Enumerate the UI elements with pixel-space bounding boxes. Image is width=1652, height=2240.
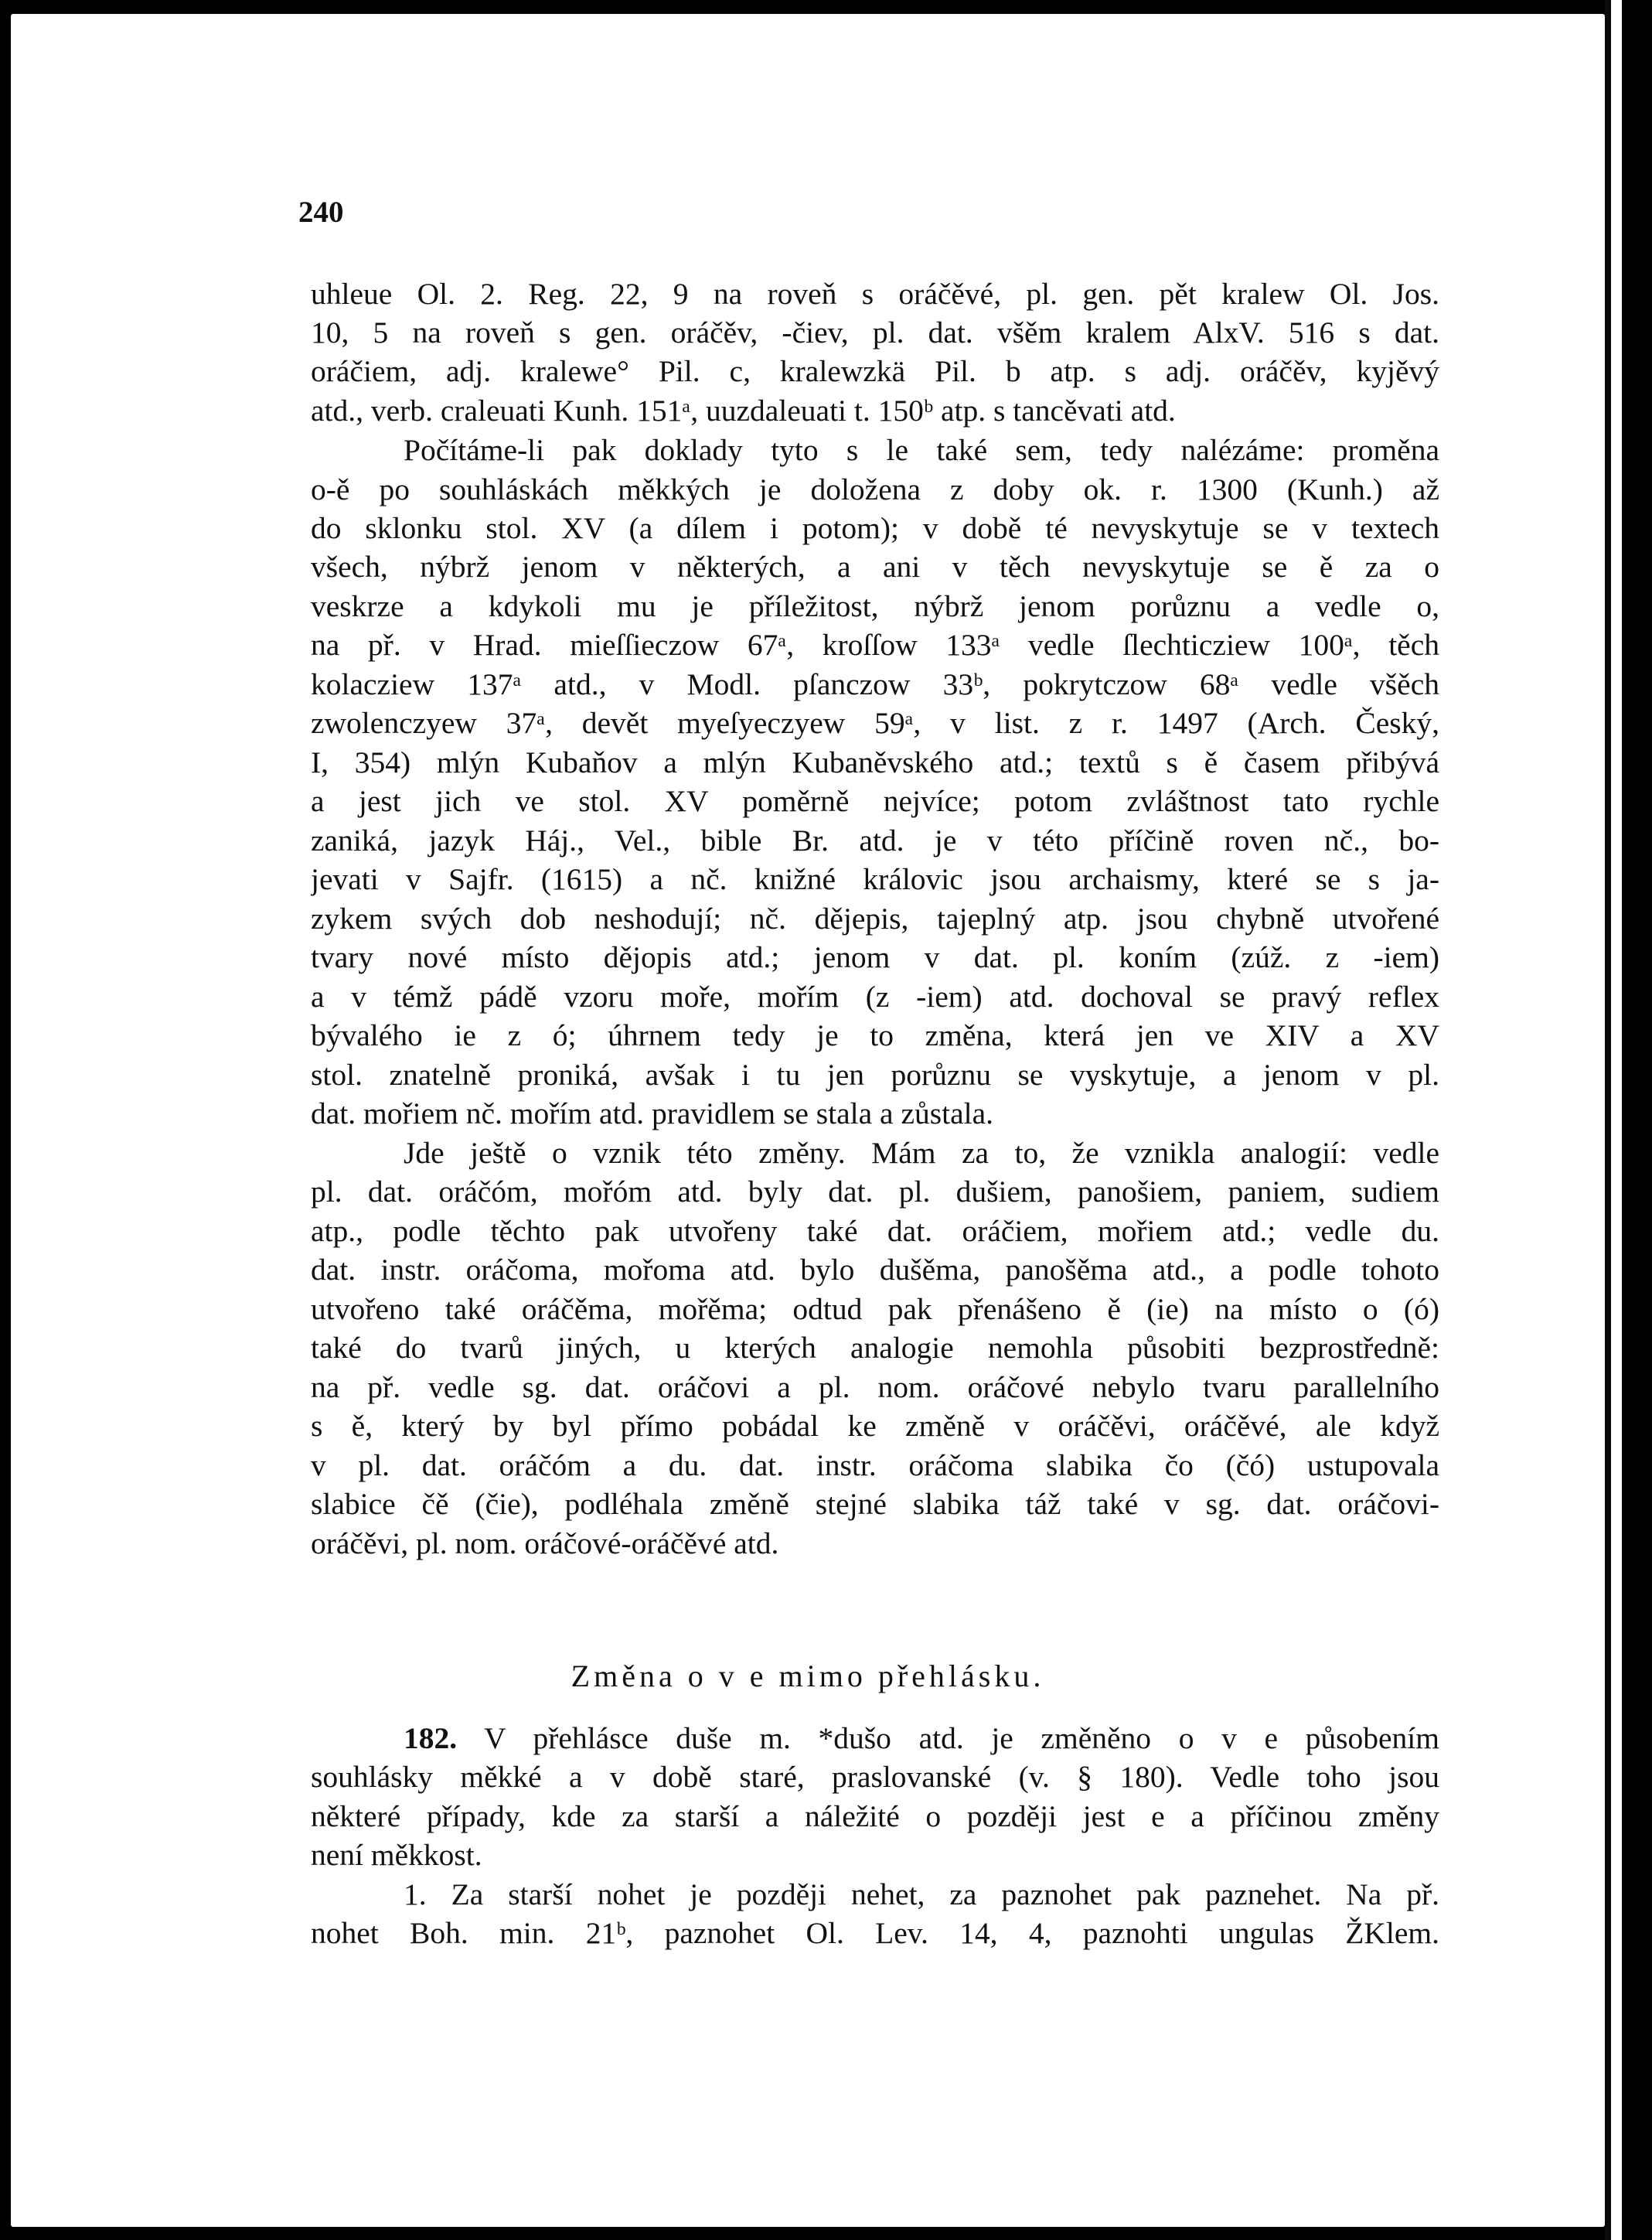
text-line: na př. v Hrad. mieſſieczow 67ᵃ, kroſſow 133ᵃ vedle ſlechticziew 100ᵃ, těch <box>311 628 1439 662</box>
text-line: také do tvarů jiných, u kterých analogie nemohla působiti bezprostředně: <box>311 1331 1439 1365</box>
next-page-edge <box>1611 0 1622 2240</box>
text-line: do sklonku stol. XV (a dílem i potom); v době té nevyskytuje se v textech <box>311 511 1439 545</box>
text-line: zykem svých dob neshodují; nč. dějepis, tajeplný atp. jsou chybně utvořené <box>311 902 1439 936</box>
text-line: na př. vedle sg. dat. oráčovi a pl. nom. oráčové nebylo tvaru parallelního <box>311 1370 1439 1404</box>
text-line: oráčiem, adj. kralewe° Pil. c, kralewzkä Pil. b atp. s adj. oráčěv, kyjěvý <box>311 354 1439 388</box>
section-number: 182. <box>404 1721 458 1755</box>
section-heading: Změna o v e mimo přehlásku. <box>571 1659 1045 1693</box>
text-line: 10, 5 na roveň s gen. oráčěv, -čiev, pl. dat. všěm kralem AlxV. 516 s dat. <box>311 315 1439 349</box>
text-line: utvořeno také oráčěma, mořěma; odtud pak přenášeno ě (ie) na místo o (ó) <box>311 1292 1439 1326</box>
text-line: nohet Boh. min. 21ᵇ, paznohet Ol. Lev. 14, 4, paznohti ungulas ŽKlem. <box>311 1916 1439 1950</box>
text-line: jevati v Sajfr. (1615) a nč. knižné královic jsou archaismy, které se s ja- <box>311 862 1439 896</box>
text-line: veskrze a kdykoli mu je příležitost, nýbrž jenom porůznu a vedle o, <box>311 589 1439 623</box>
text-line: I, 354) mlýn Kubaňov a mlýn Kubaněvského atd.; textů s ě časem přibývá <box>311 745 1439 779</box>
paragraph-first-line: Jde ještě o vznik této změny. Mám za to, že vznikla analogií: vedle <box>404 1136 1439 1170</box>
text-line: a jest jich ve stol. XV poměrně nejvíce; potom zvláštnost tato rychle <box>311 784 1439 818</box>
text-line: dat. mořiem nč. mořím atd. pravidlem se stala a zůstala. <box>311 1096 993 1130</box>
paragraph-first-line: Počítáme-li pak doklady tyto s le také sem, tedy nalézáme: proměna <box>404 433 1439 467</box>
page-number: 240 <box>298 196 344 229</box>
text-line: dat. instr. oráčoma, mořoma atd. bylo dušěma, panošěma atd., a podle tohoto <box>311 1253 1439 1287</box>
text-line: v pl. dat. oráčóm a du. dat. instr. oráčoma slabika čo (čó) ustupovala <box>311 1448 1439 1482</box>
book-gutter <box>1605 0 1611 2240</box>
text-line: atd., verb. craleuati Kunh. 151ᵃ, uuzdaleuati t. 150ᵇ atp. s tancěvati atd. <box>311 394 1176 428</box>
text-line: zaniká, jazyk Háj., Vel., bible Br. atd. je v této příčině roven nč., bo- <box>311 823 1439 857</box>
text-line: zwolenczyew 37ᵃ, devět myeſyeczyew 59ᵃ, v list. z r. 1497 (Arch. Český, <box>311 706 1439 740</box>
text-line: o-ě po souhláskách měkkých je doložena z doby ok. r. 1300 (Kunh.) až <box>311 472 1439 506</box>
book-page <box>11 14 1605 2227</box>
text-line: oráčěvi, pl. nom. oráčové-oráčěvé atd. <box>311 1526 779 1560</box>
paragraph-first-line: 1. Za starší nohet je později nehet, za paznohet pak paznehet. Na př. <box>404 1877 1439 1911</box>
text-line: a v témž pádě vzoru moře, mořím (z -iem) atd. dochoval se pravý reflex <box>311 980 1439 1014</box>
text-line: souhlásky měkké a v době staré, praslovanské (v. § 180). Vedle toho jsou <box>311 1760 1439 1794</box>
text-line: není měkkost. <box>311 1838 482 1872</box>
text-line: kolacziew 137ᵃ atd., v Modl. pſanczow 33ᵇ, pokrytczow 68ᵃ vedle všěch <box>311 667 1439 701</box>
text-line: atp., podle těchto pak utvořeny také dat. oráčiem, mořiem atd.; vedle du. <box>311 1214 1439 1248</box>
text-line: s ě, který by byl přímo pobádal ke změně v oráčěvi, oráčěvé, ale když <box>311 1409 1439 1443</box>
text-line: uhleue Ol. 2. Reg. 22, 9 na roveň s oráčěvé, pl. gen. pět kralew Ol. Jos. <box>311 277 1439 311</box>
paragraph-first-line <box>311 1720 1439 1758</box>
text-line: slabice čě (čie), podléhala změně stejné slabika táž také v sg. dat. oráčovi- <box>311 1487 1439 1521</box>
text-run: V přehlásce duše m. *dušo atd. je změněno o v e působením <box>484 1721 1439 1755</box>
text-line: pl. dat. oráčóm, mořóm atd. byly dat. pl. dušiem, panošiem, paniem, sudiem <box>311 1175 1439 1209</box>
text-line: tvary nové místo dějopis atd.; jenom v dat. pl. koním (zúž. z -iem) <box>311 940 1439 974</box>
text-line: bývalého ie z ó; úhrnem tedy je to změna, která jen ve XIV a XV <box>311 1018 1439 1052</box>
text-line: všech, nýbrž jenom v některých, a ani v těch nevyskytuje se ě za o <box>311 550 1439 584</box>
text-line: stol. znatelně proniká, avšak i tu jen porůznu se vyskytuje, a jenom v pl. <box>311 1058 1439 1092</box>
text-line: některé případy, kde za starší a náležité o později jest e a příčinou změny <box>311 1799 1439 1833</box>
